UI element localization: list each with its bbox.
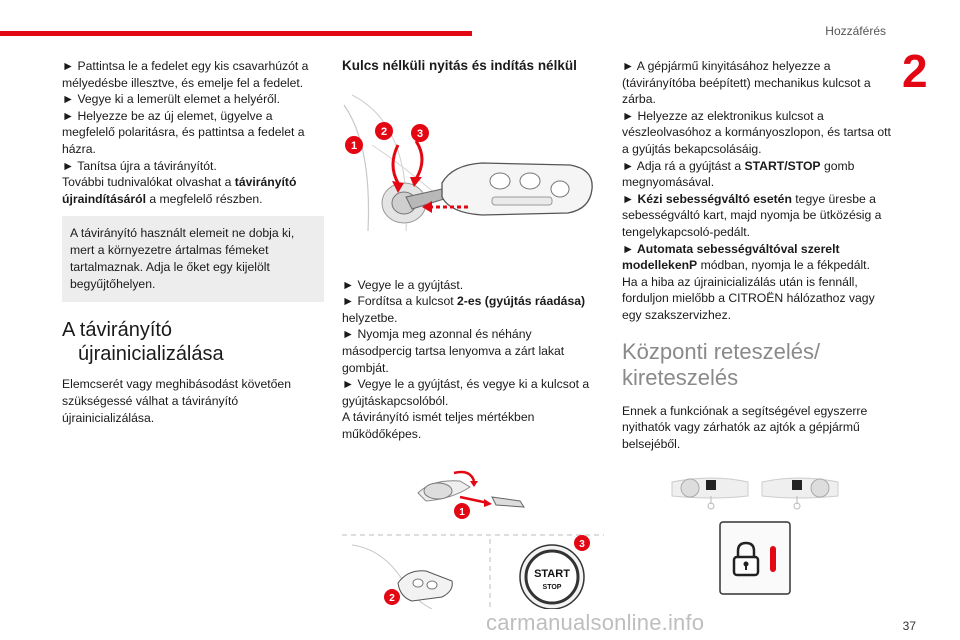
central-lock-button [720, 522, 790, 594]
stop-label: STOP [542, 583, 562, 591]
instruction-paragraph: ► Helyezze az elektronikus kulcsot a vészleolvasóhoz a kormányoszlopon, és tartsa ott a gyújtás bekapcsolásáig. [622, 108, 891, 156]
column-1 [62, 58, 324, 426]
section-body: Ennek a funkciónak a segítségével egyszerre nyithatók vagy zárhatók az ajtók a gépjármű belsejéből. [622, 403, 868, 451]
column-3 [622, 58, 892, 610]
steering-column-reader-figure [352, 545, 452, 609]
section-body: Elemcserét vagy meghibásodást követően szükségessé válhat a távirányító újrainicializálása. [62, 377, 291, 425]
result-text: A távirányító ismét teljes mértékben működőképes. [342, 410, 535, 441]
instruction-paragraph: ► Kézi sebességváltó esetén tegye üresbe a sebességváltó kart, majd nyomja be ütközésig a tengelykapcsoló-pedált. [622, 191, 882, 239]
instruction-paragraph: ► Helyezze be az új elemet, ügyelve a megfelelő polaritásra, és pattintsa a fedelet a házra. [62, 108, 305, 156]
door-handle-figure [418, 472, 524, 519]
section-title: Hozzáférés [825, 24, 886, 38]
section-heading: A távirányító újrainicializálása [62, 319, 224, 366]
subsection-heading: Kulcs nélküli nyitás és indítás nélkül [342, 58, 577, 73]
callout-2-label: 2 [380, 125, 388, 138]
column-2 [342, 58, 604, 609]
cross-reference-link: távirányító újraindításáról [62, 175, 297, 206]
callout-1-label: 1 [350, 139, 358, 152]
instruction-paragraph: ► Vegye ki a lemerült elemet a helyéről. [62, 92, 280, 107]
instruction-step: ► Vegye le a gyújtást, és vegye ki a kulcsot a gyújtáskapcsolóból. [342, 377, 590, 408]
dashboard-lhd-icon [672, 478, 748, 509]
central-locking-illustration [622, 470, 892, 610]
header-accent-bar [0, 31, 472, 36]
start-stop-button [520, 535, 590, 609]
start-procedure-illustration [342, 459, 604, 609]
instruction-step: ► Nyomja meg azonnal és néhány másodpercig tartsa lenyomva a zárt lakat gombját. [342, 327, 565, 375]
more-info-paragraph: További tudnivalókat olvashat a távirányító újraindításáról a megfelelő részben. [62, 175, 297, 206]
support-paragraph: Ha a hiba az újrainicializálás után is fennáll, forduljon mielőbb a CITROËN hálózathoz vagy egy szakszervizhez. [622, 274, 875, 322]
section-heading: Központi reteszelés/ kireteszelés [622, 338, 821, 390]
chapter-number: 2 [902, 45, 928, 97]
environment-note: A távirányító használt elemeit ne dobja ki, mert a környezetre ártalmas fémeket tartalmaznak. Adja le őket egy kijelölt begyűjtőhelyen. [62, 216, 324, 302]
callout-3-label: 3 [579, 538, 585, 550]
instruction-paragraph: ► Pattintsa le a fedelet egy kis csavarhúzót a mélyedésbe illesztve, és emelje fel a fedelet. [62, 59, 309, 90]
instruction-paragraph: ► Adja rá a gyújtást a START/STOP gomb megnyomásával. [622, 158, 855, 190]
instruction-paragraph: ► Automata sebességváltóval szerelt modellekenP módban, nyomja le a fékpedált. [622, 241, 870, 273]
callout-2-label: 2 [389, 592, 395, 604]
callout-3-label: 3 [416, 127, 424, 140]
instruction-paragraph: ► A gépjármű kinyitásához helyezze a (távirányítóba beépített) mechanikus kulcsot a zárba. [622, 59, 871, 107]
instruction-step: ► Fordítsa a kulcsot 2-es (gyújtás ráadása) helyzetbe. [342, 294, 586, 325]
page-number: 37 [902, 619, 916, 633]
watermark: carmanualsonline.info [486, 610, 705, 635]
callout-1-label: 1 [459, 506, 465, 518]
lock-indicator-light [770, 546, 776, 572]
key-ignition-illustration [342, 85, 604, 233]
instruction-paragraph: ► Tanítsa újra a távirányítót. [62, 158, 217, 173]
start-label: START [534, 567, 570, 580]
dashboard-rhd-icon [762, 478, 838, 509]
instruction-step: ► Vegye le a gyújtást. [342, 277, 464, 292]
